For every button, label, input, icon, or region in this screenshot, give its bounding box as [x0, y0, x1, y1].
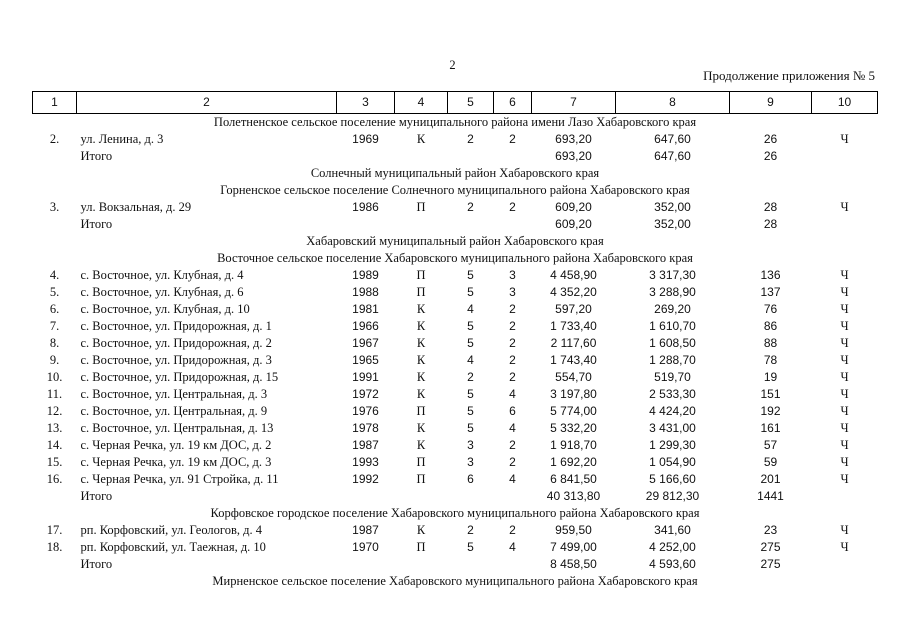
entrances: 2	[509, 319, 516, 333]
total-row	[33, 148, 878, 165]
living-area: 269,20	[654, 302, 691, 316]
living-area: 3 317,30	[649, 268, 696, 282]
total-area: 5 774,00	[550, 404, 597, 418]
header-cell: 10	[812, 92, 878, 114]
empty-cell	[812, 216, 878, 233]
entrances: 4	[509, 540, 516, 554]
empty-cell	[494, 216, 532, 233]
section-heading-row	[33, 233, 878, 250]
address: с. Восточное, ул. Придорожная, д. 2	[80, 336, 272, 350]
living-area: 647,60	[654, 132, 691, 146]
wall-material: П	[416, 540, 426, 554]
mark: Ч	[840, 438, 849, 452]
table-row	[33, 284, 878, 301]
living-area: 1 288,70	[649, 353, 696, 367]
empty-cell	[33, 488, 77, 505]
table-row	[33, 199, 878, 216]
header-cell: 2	[77, 92, 337, 114]
address: с. Восточное, ул. Клубная, д. 4	[80, 268, 244, 282]
wall-material: К	[416, 353, 426, 367]
entrances: 2	[509, 353, 516, 367]
table-row	[33, 267, 878, 284]
year-built: 1986	[352, 200, 379, 214]
total-area: 1 733,40	[550, 319, 597, 333]
empty-cell	[494, 556, 532, 573]
empty-cell	[494, 488, 532, 505]
empty-cell	[395, 148, 448, 165]
entrances: 2	[509, 370, 516, 384]
mark: Ч	[840, 370, 849, 384]
empty-cell	[812, 488, 878, 505]
row-number: 18.	[46, 540, 63, 554]
residents: 28	[763, 200, 778, 214]
row-number: 8.	[49, 336, 60, 350]
residents: 26	[763, 132, 778, 146]
year-built: 1970	[352, 540, 379, 554]
empty-cell	[337, 488, 395, 505]
header-cell: 8	[616, 92, 730, 114]
total-label: Итого	[80, 149, 113, 163]
residents: 59	[763, 455, 778, 469]
year-built: 1987	[352, 438, 379, 452]
entrances: 2	[509, 523, 516, 537]
total-row	[33, 556, 878, 573]
residents: 201	[760, 472, 781, 486]
total-label: Итого	[80, 557, 113, 571]
address: с. Черная Речка, ул. 19 км ДОС, д. 2	[80, 438, 272, 452]
wall-material: П	[416, 404, 426, 418]
wall-material: К	[416, 421, 426, 435]
row-number: 15.	[46, 455, 63, 469]
empty-cell	[33, 556, 77, 573]
table-row	[33, 454, 878, 471]
section-heading: Хабаровский муниципальный район Хабаровского края	[306, 234, 604, 248]
empty-cell	[337, 148, 395, 165]
address: с. Восточное, ул. Придорожная, д. 15	[80, 370, 279, 384]
mark: Ч	[840, 336, 849, 350]
row-number: 16.	[46, 472, 63, 486]
year-built: 1991	[352, 370, 379, 384]
table-row	[33, 369, 878, 386]
table-row	[33, 318, 878, 335]
floors: 4	[467, 302, 474, 316]
empty-cell	[812, 556, 878, 573]
wall-material: К	[416, 523, 426, 537]
total-area: 609,20	[555, 200, 592, 214]
living-area: 1 608,50	[649, 336, 696, 350]
address: с. Восточное, ул. Центральная, д. 3	[80, 387, 268, 401]
year-built: 1972	[352, 387, 379, 401]
floors: 5	[467, 387, 474, 401]
living-area: 519,70	[654, 370, 691, 384]
address: с. Восточное, ул. Центральная, д. 13	[80, 421, 274, 435]
total-living-area: 647,60	[654, 149, 691, 163]
row-number: 4.	[49, 268, 60, 282]
address: с. Черная Речка, ул. 19 км ДОС, д. 3	[80, 455, 272, 469]
address: с. Восточное, ул. Придорожная, д. 3	[80, 353, 272, 367]
mark: Ч	[840, 268, 849, 282]
wall-material: П	[416, 285, 426, 299]
total-area: 693,20	[555, 132, 592, 146]
wall-material: К	[416, 336, 426, 350]
residents: 151	[760, 387, 781, 401]
residents: 78	[763, 353, 778, 367]
row-number: 14.	[46, 438, 63, 452]
row-number: 17.	[46, 523, 63, 537]
row-number: 11.	[46, 387, 63, 401]
total-living-area: 4 593,60	[649, 557, 696, 571]
entrances: 3	[509, 268, 516, 282]
entrances: 4	[509, 387, 516, 401]
section-heading: Полетненское сельское поселение муниципального района имени Лазо Хабаровского края	[213, 115, 697, 129]
total-area: 609,20	[555, 217, 592, 231]
total-area: 4 458,90	[550, 268, 597, 282]
residents: 19	[763, 370, 778, 384]
living-area: 4 424,20	[649, 404, 696, 418]
header-cell: 9	[730, 92, 812, 114]
row-number: 6.	[49, 302, 60, 316]
total-area: 6 841,50	[550, 472, 597, 486]
section-heading: Солнечный муниципальный район Хабаровского края	[310, 166, 600, 180]
address: с. Восточное, ул. Придорожная, д. 1	[80, 319, 272, 333]
mark: Ч	[840, 132, 849, 146]
total-residents: 28	[763, 217, 778, 231]
floors: 5	[467, 421, 474, 435]
address: ул. Вокзальная, д. 29	[80, 200, 192, 214]
address: рп. Корфовский, ул. Таежная, д. 10	[80, 540, 266, 554]
year-built: 1992	[352, 472, 379, 486]
living-area: 4 252,00	[649, 540, 696, 554]
residents: 161	[760, 421, 781, 435]
year-built: 1976	[352, 404, 379, 418]
wall-material: К	[416, 370, 426, 384]
floors: 5	[467, 540, 474, 554]
total-residents: 26	[763, 149, 778, 163]
living-area: 1 610,70	[649, 319, 696, 333]
living-area: 3 431,00	[649, 421, 696, 435]
floors: 5	[467, 404, 474, 418]
total-living-area: 29 812,30	[645, 489, 700, 503]
residents: 137	[760, 285, 781, 299]
floors: 2	[467, 523, 474, 537]
mark: Ч	[840, 353, 849, 367]
header-cell: 1	[33, 92, 77, 114]
floors: 6	[467, 472, 474, 486]
year-built: 1967	[352, 336, 379, 350]
empty-cell	[448, 556, 494, 573]
total-row	[33, 216, 878, 233]
address: с. Восточное, ул. Клубная, д. 10	[80, 302, 250, 316]
mark: Ч	[840, 540, 849, 554]
total-label: Итого	[80, 489, 113, 503]
empty-cell	[812, 148, 878, 165]
row-number: 2.	[49, 132, 60, 146]
wall-material: К	[416, 132, 426, 146]
total-area: 4 352,20	[550, 285, 597, 299]
floors: 2	[467, 132, 474, 146]
wall-material: П	[416, 200, 426, 214]
table-row	[33, 539, 878, 556]
wall-material: К	[416, 387, 426, 401]
floors: 5	[467, 319, 474, 333]
total-area: 693,20	[555, 149, 592, 163]
total-area: 554,70	[555, 370, 592, 384]
table-row	[33, 403, 878, 420]
section-heading: Горненское сельское поселение Солнечного муниципального района Хабаровского края	[220, 183, 690, 197]
table-row	[33, 437, 878, 454]
total-area: 7 499,00	[550, 540, 597, 554]
row-number: 13.	[46, 421, 63, 435]
total-area: 2 117,60	[550, 336, 597, 350]
entrances: 2	[509, 132, 516, 146]
mark: Ч	[840, 404, 849, 418]
row-number: 5.	[49, 285, 60, 299]
table-row	[33, 420, 878, 437]
row-number: 12.	[46, 404, 63, 418]
continuation-label: Продолжение приложения № 5	[703, 68, 875, 83]
living-area: 5 166,60	[649, 472, 696, 486]
mark: Ч	[840, 472, 849, 486]
residents: 192	[760, 404, 781, 418]
mark: Ч	[840, 200, 849, 214]
address: рп. Корфовский, ул. Геологов, д. 4	[80, 523, 262, 537]
empty-cell	[494, 148, 532, 165]
year-built: 1966	[352, 319, 379, 333]
total-area: 1 743,40	[550, 353, 597, 367]
residents: 76	[763, 302, 778, 316]
empty-cell	[395, 488, 448, 505]
floors: 4	[467, 353, 474, 367]
header-row	[33, 92, 878, 114]
total-area: 40 313,80	[546, 489, 601, 503]
floors: 5	[467, 336, 474, 350]
total-area: 1 918,70	[550, 438, 597, 452]
table-row	[33, 301, 878, 318]
section-heading: Корфовское городское поселение Хабаровского муниципального района Хабаровского края	[210, 506, 700, 520]
table-row	[33, 471, 878, 488]
total-area: 3 197,80	[550, 387, 597, 401]
entrances: 2	[509, 200, 516, 214]
empty-cell	[337, 216, 395, 233]
wall-material: К	[416, 438, 426, 452]
total-residents: 1441	[757, 489, 784, 503]
total-area: 8 458,50	[550, 557, 597, 571]
residents: 136	[760, 268, 781, 282]
housing-table	[32, 91, 878, 590]
residents: 86	[763, 319, 778, 333]
total-area: 5 332,20	[550, 421, 597, 435]
wall-material: П	[416, 472, 426, 486]
total-residents: 275	[760, 557, 781, 571]
mark: Ч	[840, 421, 849, 435]
year-built: 1987	[352, 523, 379, 537]
entrances: 2	[509, 302, 516, 316]
entrances: 4	[509, 472, 516, 486]
table-row	[33, 386, 878, 403]
table-row	[33, 131, 878, 148]
address: ул. Ленина, д. 3	[80, 132, 164, 146]
empty-cell	[448, 488, 494, 505]
empty-cell	[337, 556, 395, 573]
wall-material: К	[416, 319, 426, 333]
address: с. Восточное, ул. Центральная, д. 9	[80, 404, 268, 418]
page-number: 2	[449, 58, 456, 72]
mark: Ч	[840, 523, 849, 537]
year-built: 1965	[352, 353, 379, 367]
table-row	[33, 522, 878, 539]
wall-material: П	[416, 455, 426, 469]
row-number: 7.	[49, 319, 60, 333]
entrances: 2	[509, 455, 516, 469]
wall-material: К	[416, 302, 426, 316]
living-area: 3 288,90	[649, 285, 696, 299]
empty-cell	[395, 556, 448, 573]
entrances: 4	[509, 421, 516, 435]
living-area: 352,00	[654, 200, 691, 214]
table-row	[33, 335, 878, 352]
empty-cell	[448, 148, 494, 165]
living-area: 1 299,30	[649, 438, 696, 452]
floors: 2	[467, 200, 474, 214]
mark: Ч	[840, 319, 849, 333]
year-built: 1969	[352, 132, 379, 146]
section-heading: Мирненское сельское поселение Хабаровского муниципального района Хабаровского края	[212, 574, 698, 588]
entrances: 3	[509, 285, 516, 299]
address: с. Восточное, ул. Клубная, д. 6	[80, 285, 244, 299]
living-area: 1 054,90	[649, 455, 696, 469]
residents: 88	[763, 336, 778, 350]
year-built: 1988	[352, 285, 379, 299]
entrances: 2	[509, 438, 516, 452]
empty-cell	[33, 148, 77, 165]
living-area: 341,60	[654, 523, 691, 537]
year-built: 1993	[352, 455, 379, 469]
header-cell: 3	[337, 92, 395, 114]
year-built: 1978	[352, 421, 379, 435]
total-row	[33, 488, 878, 505]
header-cell: 5	[448, 92, 494, 114]
floors: 3	[467, 438, 474, 452]
empty-cell	[448, 216, 494, 233]
year-built: 1989	[352, 268, 379, 282]
floors: 5	[467, 285, 474, 299]
row-number: 3.	[49, 200, 60, 214]
entrances: 2	[509, 336, 516, 350]
empty-cell	[33, 216, 77, 233]
section-heading-row	[33, 165, 878, 182]
section-heading-row	[33, 505, 878, 522]
empty-cell	[395, 216, 448, 233]
mark: Ч	[840, 285, 849, 299]
residents: 57	[763, 438, 778, 452]
total-label: Итого	[80, 217, 113, 231]
floors: 2	[467, 370, 474, 384]
header-cell: 6	[494, 92, 532, 114]
address: с. Черная Речка, ул. 91 Стройка, д. 11	[80, 472, 279, 486]
total-area: 597,20	[555, 302, 592, 316]
entrances: 6	[509, 404, 516, 418]
wall-material: П	[416, 268, 426, 282]
row-number: 9.	[49, 353, 60, 367]
section-heading-row	[33, 250, 878, 267]
mark: Ч	[840, 455, 849, 469]
living-area: 2 533,30	[649, 387, 696, 401]
table-row	[33, 352, 878, 369]
mark: Ч	[840, 387, 849, 401]
section-heading-row	[33, 114, 878, 132]
residents: 23	[763, 523, 778, 537]
residents: 275	[760, 540, 781, 554]
section-heading: Восточное сельское поселение Хабаровского муниципального района Хабаровского края	[217, 251, 693, 265]
total-area: 959,50	[555, 523, 592, 537]
header-cell: 4	[395, 92, 448, 114]
header-cell: 7	[532, 92, 616, 114]
floors: 5	[467, 268, 474, 282]
floors: 3	[467, 455, 474, 469]
total-area: 1 692,20	[550, 455, 597, 469]
section-heading-row	[33, 573, 878, 590]
mark: Ч	[840, 302, 849, 316]
year-built: 1981	[352, 302, 379, 316]
row-number: 10.	[46, 370, 63, 384]
total-living-area: 352,00	[654, 217, 691, 231]
section-heading-row	[33, 182, 878, 199]
